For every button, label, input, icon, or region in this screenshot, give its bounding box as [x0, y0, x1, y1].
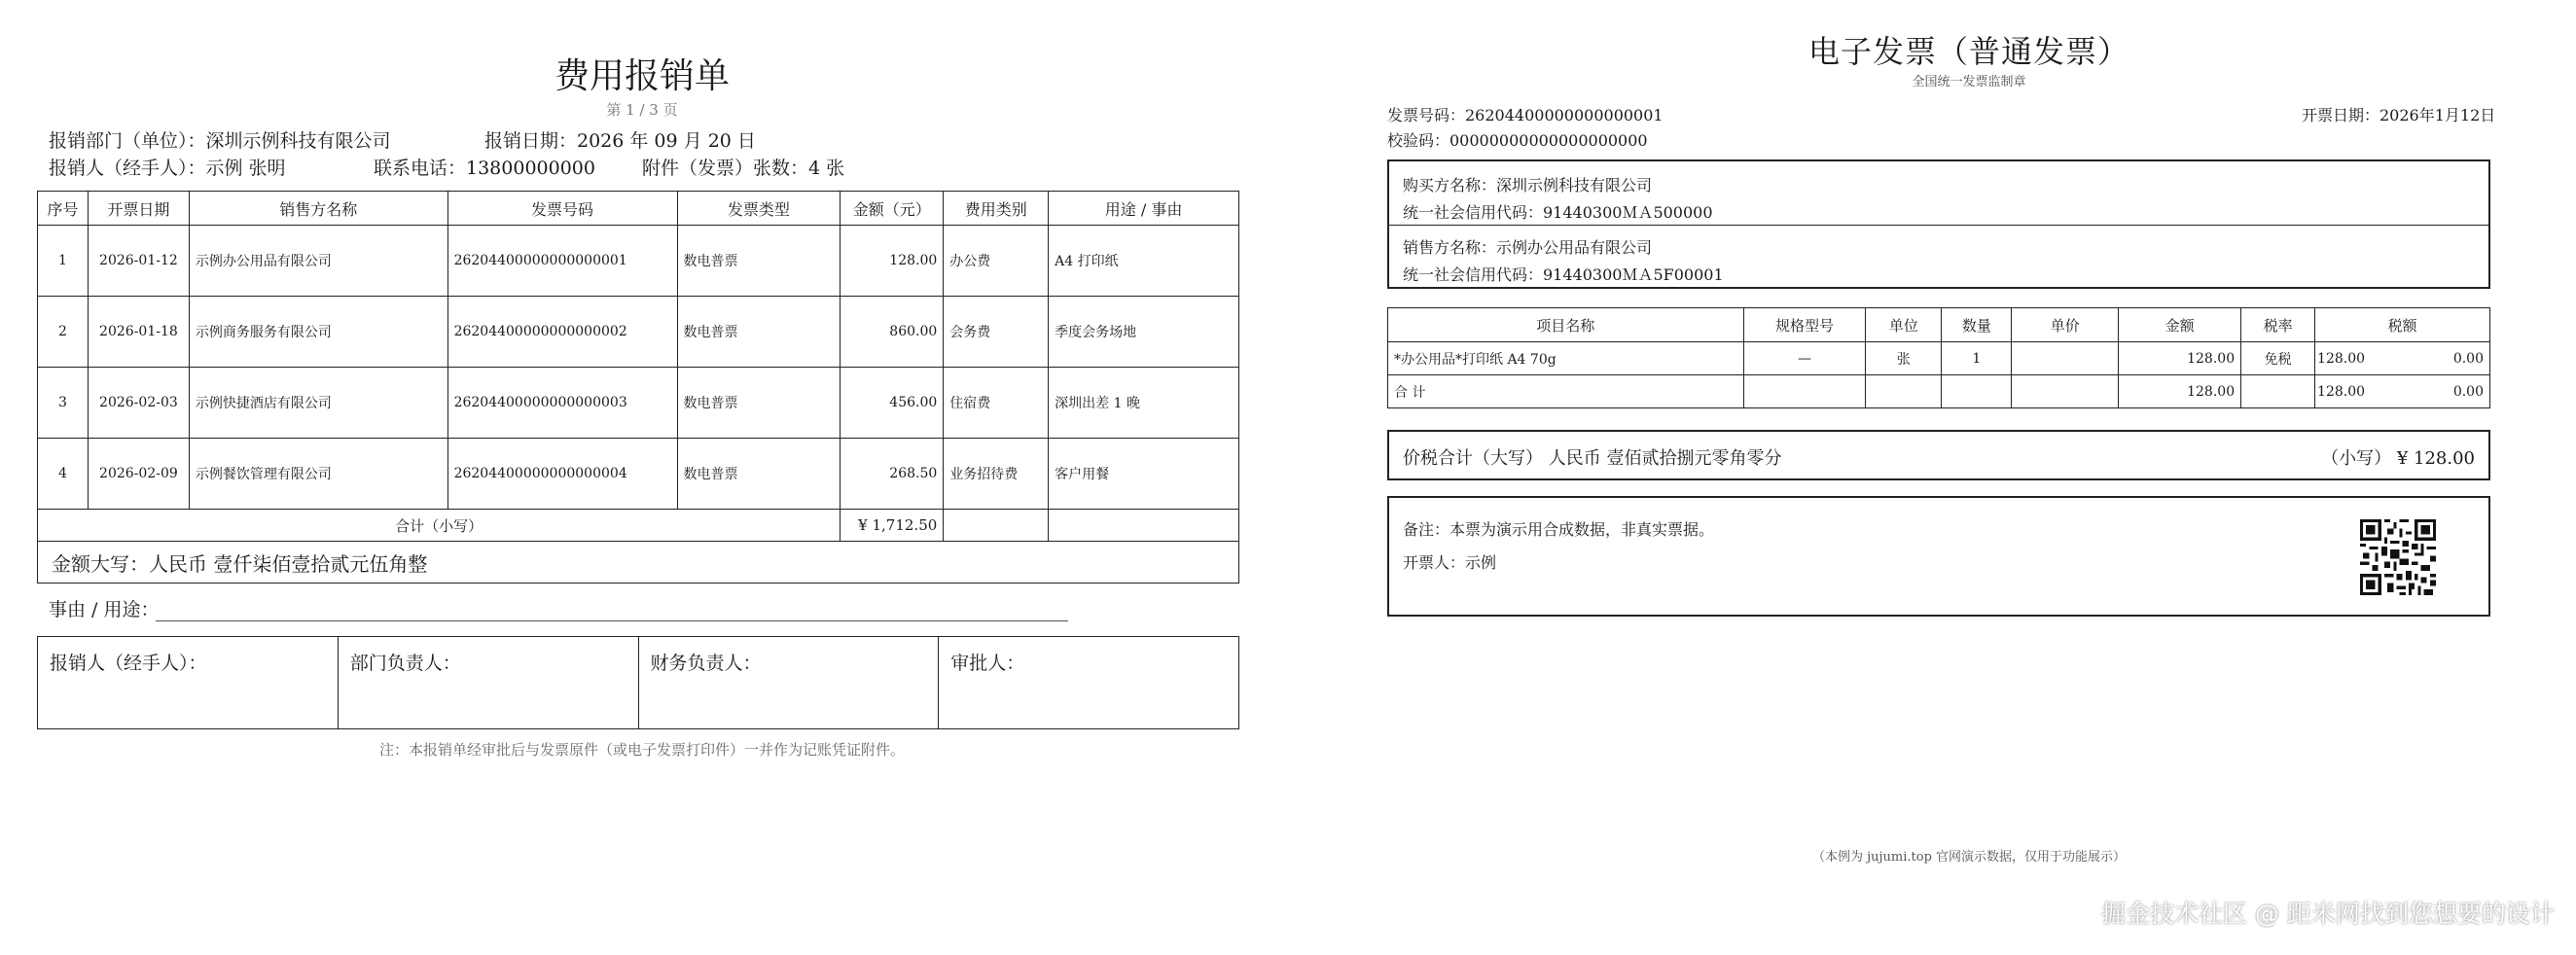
- header-cell: 发票类型: [677, 192, 841, 226]
- header-cell: 发票号码: [447, 192, 677, 226]
- party-box: [1387, 159, 2490, 289]
- cell-invoice-no: 26204400000000000002: [447, 297, 677, 368]
- item-unit: 张: [1866, 342, 1942, 375]
- cell-category: 住宿费: [944, 368, 1049, 439]
- table-row: [38, 439, 1239, 510]
- cell-category: 办公费: [944, 226, 1049, 297]
- upper-amount-row: [38, 542, 1239, 584]
- header-cell: 开票日期: [88, 192, 189, 226]
- empty-cell: [2241, 375, 2315, 408]
- header-cell: 税额: [2315, 308, 2490, 342]
- expense-report: [0, 0, 1284, 955]
- invoice-remark: 备注：本票为演示用合成数据，非真实票据。: [1403, 520, 1715, 539]
- cell-index: 2: [38, 297, 89, 368]
- item-amount: 128.00: [2119, 342, 2241, 375]
- report-department: 报销部门（单位）：深圳示例科技有限公司: [49, 130, 391, 152]
- header-cell: 销售方名称: [189, 192, 447, 226]
- header-cell: 规格型号: [1743, 308, 1866, 342]
- item-tax-rate: 免税: [2241, 342, 2315, 375]
- cell-date: 2026-01-12: [88, 226, 189, 297]
- cell-seller: 示例商务服务有限公司: [189, 297, 447, 368]
- empty-cell: [1942, 375, 2012, 408]
- total-row: [38, 510, 1239, 542]
- total-amount: 128.00: [2119, 375, 2241, 408]
- cell-purpose: 客户用餐: [1049, 439, 1239, 510]
- item-qty: 1: [1942, 342, 2012, 375]
- table-row: [38, 226, 1239, 297]
- cell-invoice-no: 26204400000000000003: [447, 368, 677, 439]
- cell-seller: 示例餐饮管理有限公司: [189, 439, 447, 510]
- upper-amount: 金额大写：人民币 壹仟柒佰壹拾贰元伍角整: [38, 542, 1239, 584]
- cell-category: 业务招待费: [944, 439, 1049, 510]
- header-cell: 单价: [2012, 308, 2119, 342]
- invoice-subtitle: 全国统一发票监制章: [1912, 75, 2026, 89]
- sign-applicant: 报销人（经手人）：: [38, 637, 339, 729]
- item-spec: —: [1743, 342, 1866, 375]
- buyer-credit-code: 统一社会信用代码：91440300ＭＡ500000: [1403, 203, 1713, 222]
- amount-upper: 价税合计（大写） 人民币 壹佰贰拾捌元零角零分: [1403, 448, 1782, 469]
- cell-seller: 示例快捷酒店有限公司: [189, 368, 447, 439]
- cell-date: 2026-02-03: [88, 368, 189, 439]
- total-tax-left: 128.00: [2317, 383, 2366, 400]
- empty-cell: [2012, 375, 2119, 408]
- empty-cell: [1049, 510, 1239, 542]
- cell-invoice-no: 26204400000000000004: [447, 439, 677, 510]
- sign-finance-head: 财务负责人：: [638, 637, 939, 729]
- remark-box: [1387, 496, 2490, 617]
- cell-purpose: 深圳出差 1 晚: [1049, 368, 1239, 439]
- item-tax-left: 128.00: [2317, 350, 2366, 367]
- items-header-row: [1388, 308, 2490, 342]
- cell-index: 4: [38, 439, 89, 510]
- qr-code-icon: [2360, 519, 2436, 595]
- header-cell: 金额（元）: [841, 192, 944, 226]
- item-tax-amount: 0.00: [2452, 350, 2484, 367]
- e-invoice: [1362, 0, 2576, 955]
- cell-date: 2026-01-18: [88, 297, 189, 368]
- invoice-items-table: [1387, 307, 2490, 408]
- cell-invoice-type: 数电普票: [677, 439, 841, 510]
- item-tax-cell: [2315, 342, 2490, 375]
- expense-table: [37, 191, 1239, 584]
- cell-seller: 示例办公用品有限公司: [189, 226, 447, 297]
- header-cell: 用途 / 事由: [1049, 192, 1239, 226]
- invoice-footnote: （本例为 jujumi.top 官网演示数据，仅用于功能展示）: [1811, 850, 2127, 865]
- cell-index: 3: [38, 368, 89, 439]
- table-row: [38, 368, 1239, 439]
- purpose-label: 事由 / 用途：: [49, 599, 160, 620]
- cell-invoice-no: 26204400000000000001: [447, 226, 677, 297]
- amount-lower: （小写） ¥ 128.00: [2321, 448, 2475, 469]
- empty-cell: [1866, 375, 1942, 408]
- header-cell: 金额: [2119, 308, 2241, 342]
- cell-amount: 456.00: [841, 368, 944, 439]
- header-cell: 费用类别: [944, 192, 1049, 226]
- header-cell: 项目名称: [1388, 308, 1744, 342]
- page-number: 第 1 / 3 页: [606, 101, 678, 119]
- report-title: 费用报销单: [554, 56, 730, 96]
- cell-category: 会务费: [944, 297, 1049, 368]
- item-name: *办公用品*打印纸 A4 70g: [1388, 342, 1744, 375]
- item-price: [2012, 342, 2119, 375]
- cell-amount: 860.00: [841, 297, 944, 368]
- cell-purpose: A4 打印纸: [1049, 226, 1239, 297]
- purpose-field-line: [156, 620, 1068, 621]
- total-label: 合计（小写）: [38, 510, 841, 542]
- total-value: ¥ 1,712.50: [841, 510, 944, 542]
- seller-name: 销售方名称：示例办公用品有限公司: [1403, 238, 1653, 257]
- header-cell: 单位: [1866, 308, 1942, 342]
- report-phone: 联系电话：13800000000: [374, 158, 595, 179]
- invoice-title: 电子发票（普通发票）: [1807, 33, 2129, 70]
- cell-invoice-type: 数电普票: [677, 226, 841, 297]
- invoice-issuer: 开票人：示例: [1403, 553, 1497, 572]
- empty-cell: [944, 510, 1049, 542]
- signature-table: [37, 636, 1239, 729]
- header-cell: 税率: [2241, 308, 2315, 342]
- invoice-check-code: 校验码：00000000000000000000: [1387, 131, 1648, 150]
- table-row: [38, 297, 1239, 368]
- cell-invoice-type: 数电普票: [677, 368, 841, 439]
- invoice-number: 发票号码：26204400000000000001: [1387, 106, 1664, 124]
- total-tax-cell: [2315, 375, 2490, 408]
- report-attachments: 附件（发票）张数：4 张: [642, 158, 845, 179]
- total-tax-amount: 0.00: [2452, 383, 2484, 400]
- table-row: [1388, 342, 2490, 375]
- cell-amount: 268.50: [841, 439, 944, 510]
- seller-credit-code: 统一社会信用代码：91440300ＭＡ5F00001: [1403, 265, 1724, 284]
- items-total-row: [1388, 375, 2490, 408]
- report-note: 注：本报销单经审批后与发票原件（或电子发票打印件）一并作为记账凭证附件。: [378, 741, 905, 759]
- sign-dept-head: 部门负责人：: [338, 637, 638, 729]
- party-divider: [1389, 225, 2488, 226]
- cell-index: 1: [38, 226, 89, 297]
- buyer-name: 购买方名称：深圳示例科技有限公司: [1403, 176, 1653, 195]
- cell-amount: 128.00: [841, 226, 944, 297]
- report-applicant: 报销人（经手人）：示例 张明: [49, 158, 286, 179]
- table-header-row: [38, 192, 1239, 226]
- signature-row: [38, 637, 1239, 729]
- site-watermark: 掘金技术社区 @ 距米网找到您想要的设计: [2101, 900, 2555, 928]
- empty-cell: [1743, 375, 1866, 408]
- cell-date: 2026-02-09: [88, 439, 189, 510]
- sign-approver: 审批人：: [939, 637, 1239, 729]
- cell-purpose: 季度会务场地: [1049, 297, 1239, 368]
- report-date: 报销日期：2026 年 09 月 20 日: [484, 130, 756, 152]
- amount-box: [1387, 430, 2490, 480]
- header-cell: 序号: [38, 192, 89, 226]
- cell-invoice-type: 数电普票: [677, 297, 841, 368]
- invoice-issue-date: 开票日期：2026年1月12日: [2302, 106, 2496, 124]
- header-cell: 数量: [1942, 308, 2012, 342]
- total-label: 合 计: [1388, 375, 1744, 408]
